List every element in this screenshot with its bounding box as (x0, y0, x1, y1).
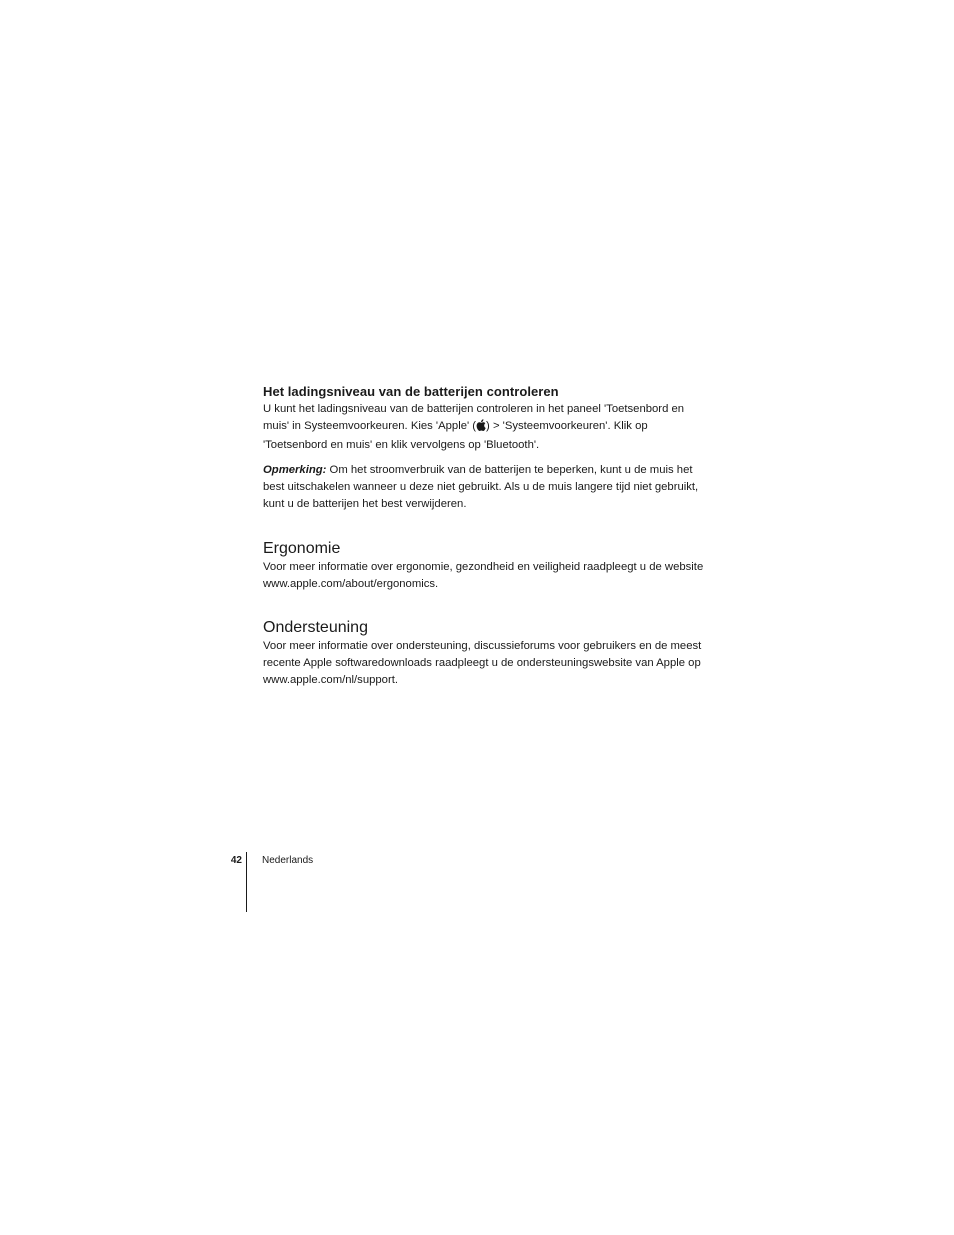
battery-text-part2: ) > 'Systeemvoorkeuren'. Klik op 'Toetsenbord en muis' en klik vervolgens op 'Bluetooth'. (263, 420, 648, 452)
footer-language-label: Nederlands (262, 855, 314, 866)
support-heading: Ondersteuning (263, 618, 368, 636)
page-number: 42 (230, 855, 242, 866)
note-label: Opmerking: (263, 463, 327, 476)
ergonomics-heading: Ergonomie (263, 540, 341, 558)
ergonomics-paragraph: Voor meer informatie over ergonomie, gezondheid en veiligheid raadpleegt u de website www.apple.com/about/ergonomics. (263, 561, 704, 591)
ergonomics-section (263, 539, 708, 593)
support-section (263, 618, 708, 690)
page-content (263, 383, 708, 689)
battery-text-part1: U kunt het ladingsniveau van de batterijen controleren in het paneel 'Toetsenbord en muis' in Systeemvoorkeuren. Kies 'Apple' ( (263, 403, 685, 433)
support-paragraph: Voor meer informatie over ondersteuning, discussieforums voor gebruikers en de meest recente Apple softwaredownloads raadpleegt u de ondersteuningswebsite van Apple op www.apple.com/nl/support. (263, 639, 702, 687)
footer-divider (246, 852, 247, 912)
battery-heading: Het ladingsniveau van de batterijen controleren (263, 384, 559, 399)
apple-logo-icon (476, 419, 486, 437)
battery-paragraph (263, 401, 708, 455)
battery-note (263, 462, 708, 514)
battery-section (263, 383, 708, 513)
note-text: Om het stroomverbruik van de batterijen te beperken, kunt u de muis het best uitschakelen wanneer u deze niet gebruikt. Als u de muis langere tijd niet gebruikt, kunt u de batterijen het best verwijderen. (263, 463, 699, 511)
